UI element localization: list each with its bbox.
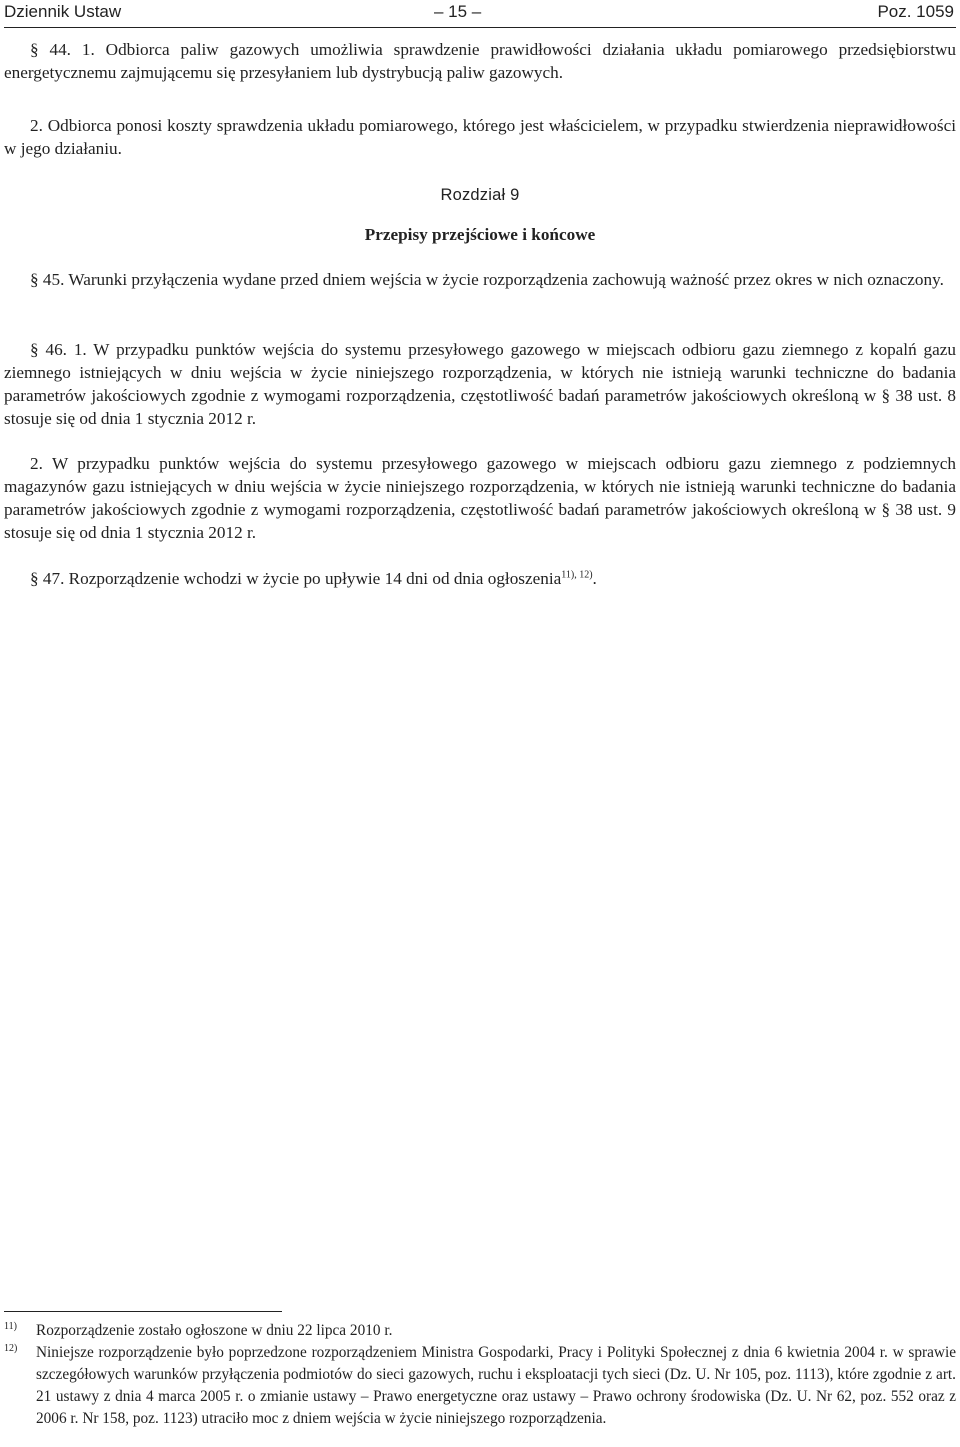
footnote-text: Rozporządzenie zostało ogłoszone w dniu 22 lipca 2010 r. (36, 1322, 393, 1339)
header-divider (4, 27, 956, 28)
footnotes (4, 1320, 956, 1430)
main-text (4, 38, 956, 108)
paragraph-block (4, 114, 956, 184)
footnote-mark: 12) (4, 1343, 18, 1354)
paragraph-47-text: § 47. Rozporządzenie wchodzi w życie po upływie 14 dni od dnia ogłoszenia (30, 569, 562, 588)
paragraph-46-1: § 46. 1. W przypadku punktów wejścia do systemu przesyłowego gazowego w miejscach odbioru gazu ziemnego z kopalń gazu ziemnego istniejących w dniu wejścia w życie niniejszego rozporządzenia, w których nie istnieją warunki techniczne do badania parametrów jakościowych zgodnie z wymogami rozporządzenia, częstotliwość badań parametrów jakościowych określoną w § 38 ust. 8 stosuje się od dnia 1 stycznia 2012 r. (4, 340, 956, 428)
paragraph-47-end: . (592, 569, 597, 588)
footnote-refs: 11), 12) (561, 569, 593, 581)
paragraph-47 (4, 567, 956, 590)
paragraph-44-2: 2. Odbiorca ponosi koszty sprawdzenia układu pomiarowego, którego jest właścicielem, w przypadku stwierdzenia nieprawidłowości w jego działaniu. (4, 116, 956, 158)
paragraph-block (4, 452, 956, 568)
footnote-11 (4, 1320, 956, 1342)
footnote-divider (4, 1311, 282, 1312)
paragraph-46-2: 2. W przypadku punktów wejścia do systemu przesyłowego gazowego w miejscach odbioru gazu ziemnego z podziemnych magazynów gazu istniejących w dniu wejścia w życie niniejszego rozporządzenia, w których nie istnieją warunki techniczne do badania parametrów jakościowych zgodnie z wymogami rozporządzenia, częstotliwość badań parametrów jakościowych określoną w § 38 ust. 9 stosuje się od dnia 1 stycznia 2012 r. (4, 454, 956, 542)
footnote-12 (4, 1342, 956, 1430)
paragraph-block (4, 268, 956, 315)
footnote-text: Niniejsze rozporządzenie było poprzedzone rozporządzeniem Ministra Gospodarki, Pracy i Polityki Społecznej z dnia 6 kwietnia 2004 r. w sprawie szczegółowych warunków przyłączenia podmiotów do sieci gazowych, ruchu i eksploatacji tych sieci (Dz. U. Nr 105, poz. 1113), które zgodnie z art. 21 ustawy z dnia 4 marca 2005 r. o zmianie ustawy – Prawo energetyczne oraz ustawy – Prawo ochrony środowiska (Dz. U. Nr 62, poz. 552 oraz z 2006 r. Nr 158, poz. 1123) utraciło moc z dniem wejścia w życie niniejszego rozporządzenia. (36, 1344, 956, 1427)
chapter-number: Rozdział 9 (440, 186, 520, 204)
chapter-title: Przepisy przejściowe i końcowe (364, 225, 596, 244)
chapter-block (4, 184, 956, 207)
journal-title: Dziennik Ustaw (4, 2, 122, 21)
footnote-mark: 11) (4, 1321, 17, 1332)
page-header (4, 2, 954, 26)
paragraph-45: § 45. Warunki przyłączenia wydane przed dniem wejścia w życie rozporządzenia zachowują ważność przez okres w nich oznaczony. (30, 270, 944, 289)
position-number: Poz. 1059 (877, 2, 954, 21)
chapter-title-block (4, 223, 956, 246)
paragraph-block (4, 338, 956, 454)
page-number: – 15 – (434, 2, 482, 21)
paragraph-block (4, 567, 956, 614)
paragraph-44-1: § 44. 1. Odbiorca paliw gazowych umożliwia sprawdzenie prawidłowości działania układu pomiarowego przedsiębiorstwu energetycznemu zajmującemu się przesyłaniem lub dystrybucją paliw gazowych. (4, 40, 956, 82)
